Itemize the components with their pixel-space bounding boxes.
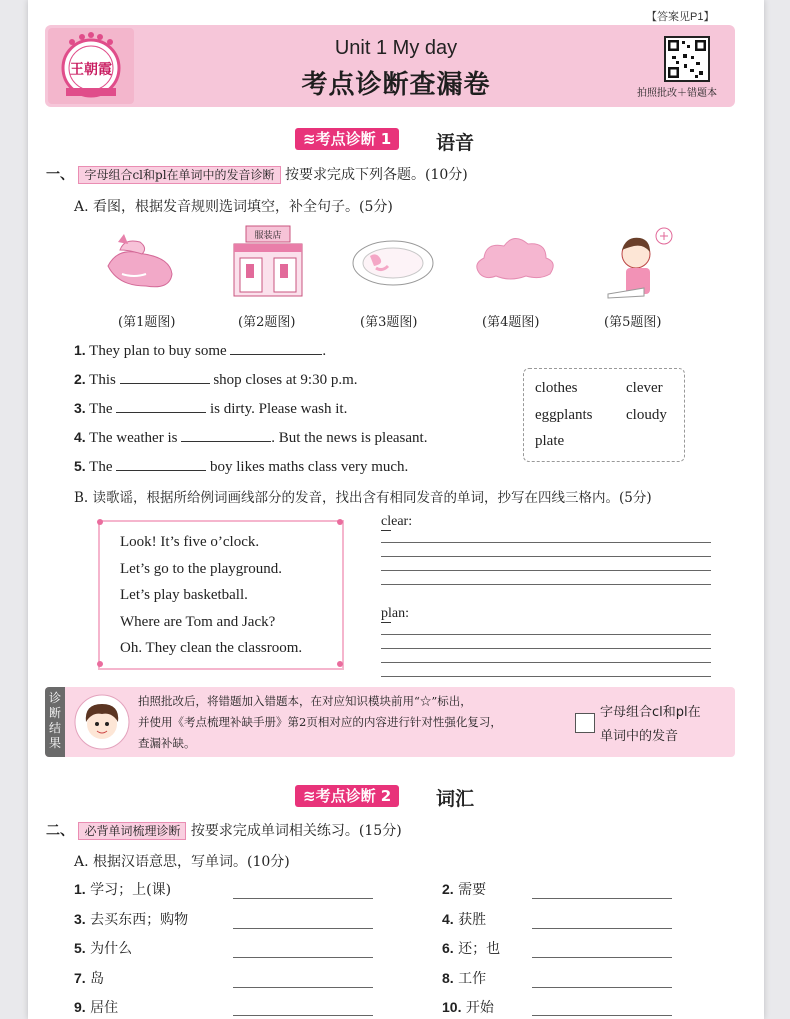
word-option: cloudy [626, 407, 667, 423]
checkbox-label: 字母组合cl和pl在 单词中的发音 [600, 705, 701, 744]
word-option: clothes [535, 380, 578, 396]
chant-box [98, 520, 344, 670]
question-1-header [46, 164, 468, 184]
answer-blank[interactable] [116, 398, 206, 413]
page-title: 考点诊断查漏卷 [301, 70, 491, 100]
boy-thinking-icon [600, 226, 686, 300]
chant-line: Where are Tom and Jack? [120, 614, 276, 630]
answer-reference: 【答案见P1】 [646, 11, 715, 23]
answer-blank[interactable] [181, 427, 271, 442]
picture-plate [350, 238, 436, 292]
picture-eggplant [100, 228, 180, 297]
mastery-checkbox[interactable] [575, 713, 595, 733]
vocab-item-5: 5. 为什么 [74, 940, 133, 957]
corner-dot [337, 661, 343, 667]
vocab-item-8: 8. 工作 [442, 970, 487, 987]
clothes-shop-icon [228, 222, 308, 298]
vocab-answer-line[interactable] [233, 957, 373, 958]
sentence-1: 1. They plan to buy some . [74, 342, 327, 359]
teacher-avatar [74, 694, 130, 754]
picture-clothes-shop [228, 222, 308, 302]
vocab-item-2: 2. 需要 [442, 881, 487, 898]
vocab-item-3: 3. 去买东西；购物 [74, 911, 189, 928]
vocab-answer-line[interactable] [532, 928, 672, 929]
teacher-face-icon [74, 694, 130, 750]
diagnosis-text: 拍照批改后，将错题加入错题本，在对应知识模块前用“☆”标出， 并使用《考点梳理补缺手册》第2页相对应的内容进行针对性强化复习， 查漏补缺。 [138, 694, 502, 750]
example-word-plan: plan: [381, 606, 409, 621]
vocab-item-7: 7. 岛 [74, 970, 105, 987]
question-2-header: 二、 必背单词梳理诊断 按要求完成单词相关练习。(15分) [46, 822, 402, 839]
writing-lines-clear[interactable] [381, 530, 711, 590]
vocab-answer-line[interactable] [532, 957, 672, 958]
eggplant-icon [100, 228, 180, 293]
vocab-answer-line[interactable] [233, 1015, 373, 1016]
chant-line: Let’s go to the playground. [120, 561, 283, 577]
example-word-clear: clear: [381, 514, 413, 529]
sentence-4: 4. The weather is . But the news is pleasant. [74, 429, 428, 446]
sentence-5: 5. The boy likes maths class very much. [74, 458, 409, 475]
vocab-item-4: 4. 获胜 [442, 911, 487, 928]
plate-icon [350, 238, 436, 288]
word-option: clever [626, 380, 663, 396]
picture-caption-2: (第2题图) [238, 315, 296, 330]
corner-dot [337, 519, 343, 525]
answer-blank[interactable] [116, 456, 206, 471]
picture-caption-5: (第5题图) [604, 315, 662, 330]
answer-blank[interactable] [120, 369, 210, 384]
picture-clever-boy [600, 226, 686, 304]
picture-cloud [470, 230, 560, 294]
vocab-item-6: 6. 还；也 [442, 940, 501, 957]
vocab-answer-line[interactable] [532, 987, 672, 988]
section-badge-2: ≋考点诊断 2 [295, 785, 399, 807]
worksheet-page [28, 0, 764, 1019]
corner-dot [97, 519, 103, 525]
qr-code-icon[interactable] [664, 36, 710, 82]
picture-caption-3: (第3题图) [360, 315, 418, 330]
section-title-1: 语音 [436, 132, 475, 154]
word-bank [523, 368, 685, 462]
part-a-instruction: A. 根据汉语意思，写单词。(10分) [74, 854, 290, 870]
cloud-icon [470, 230, 560, 290]
question-instruction: 按要求完成下列各题。(10分) [285, 167, 468, 183]
svg-text:王朝霞: 王朝霞 [70, 62, 112, 78]
unit-title: Unit 1 My day [334, 37, 458, 59]
vocab-answer-line[interactable] [233, 928, 373, 929]
section-badge-1: ≋考点诊断 1 [295, 128, 399, 150]
word-option: eggplants [535, 407, 593, 423]
diagnosis-tag: 必背单词梳理诊断 [78, 822, 186, 840]
diagnosis-tag: 字母组合cl和pl在单词中的发音诊断 [78, 166, 280, 184]
diagnosis-side-label: 诊 断 结 果 [45, 687, 65, 757]
chant-line: Oh. They clean the classroom. [120, 640, 303, 656]
vocab-answer-line[interactable] [233, 987, 373, 988]
vocab-item-10: 10. 开始 [442, 999, 494, 1016]
qr-caption: 拍照批改＋错题本 [637, 88, 717, 99]
vocab-item-9: 9. 居住 [74, 999, 119, 1016]
picture-caption-4: (第4题图) [482, 315, 540, 330]
vocab-item-1: 1. 学习；上(课) [74, 881, 172, 898]
word-option: plate [535, 433, 565, 449]
corner-dot [97, 661, 103, 667]
answer-blank[interactable] [230, 340, 322, 355]
picture-caption-1: (第1题图) [118, 315, 176, 330]
part-a-instruction: A. 看图，根据发音规则选词填空，补全句子。(5分) [74, 199, 393, 215]
chant-line: Look! It’s five o’clock. [120, 534, 260, 550]
vocab-answer-line[interactable] [532, 1015, 672, 1016]
question-number: 一、 [46, 166, 74, 182]
svg-text:服装店: 服装店 [254, 231, 282, 241]
section-title-2: 词汇 [436, 788, 475, 810]
sentence-3: 3. The is dirty. Please wash it. [74, 400, 348, 417]
chant-line: Let’s play basketball. [120, 587, 248, 603]
sentence-2: 2. This shop closes at 9:30 p.m. [74, 371, 358, 388]
part-b-instruction: B. 读歌谣，根据所给例词画线部分的发音，找出含有相同发音的单词，抄写在四线三格内。(5分) [74, 490, 652, 506]
vocab-answer-line[interactable] [532, 898, 672, 899]
vocab-answer-line[interactable] [233, 898, 373, 899]
writing-lines-plan[interactable] [381, 622, 711, 682]
